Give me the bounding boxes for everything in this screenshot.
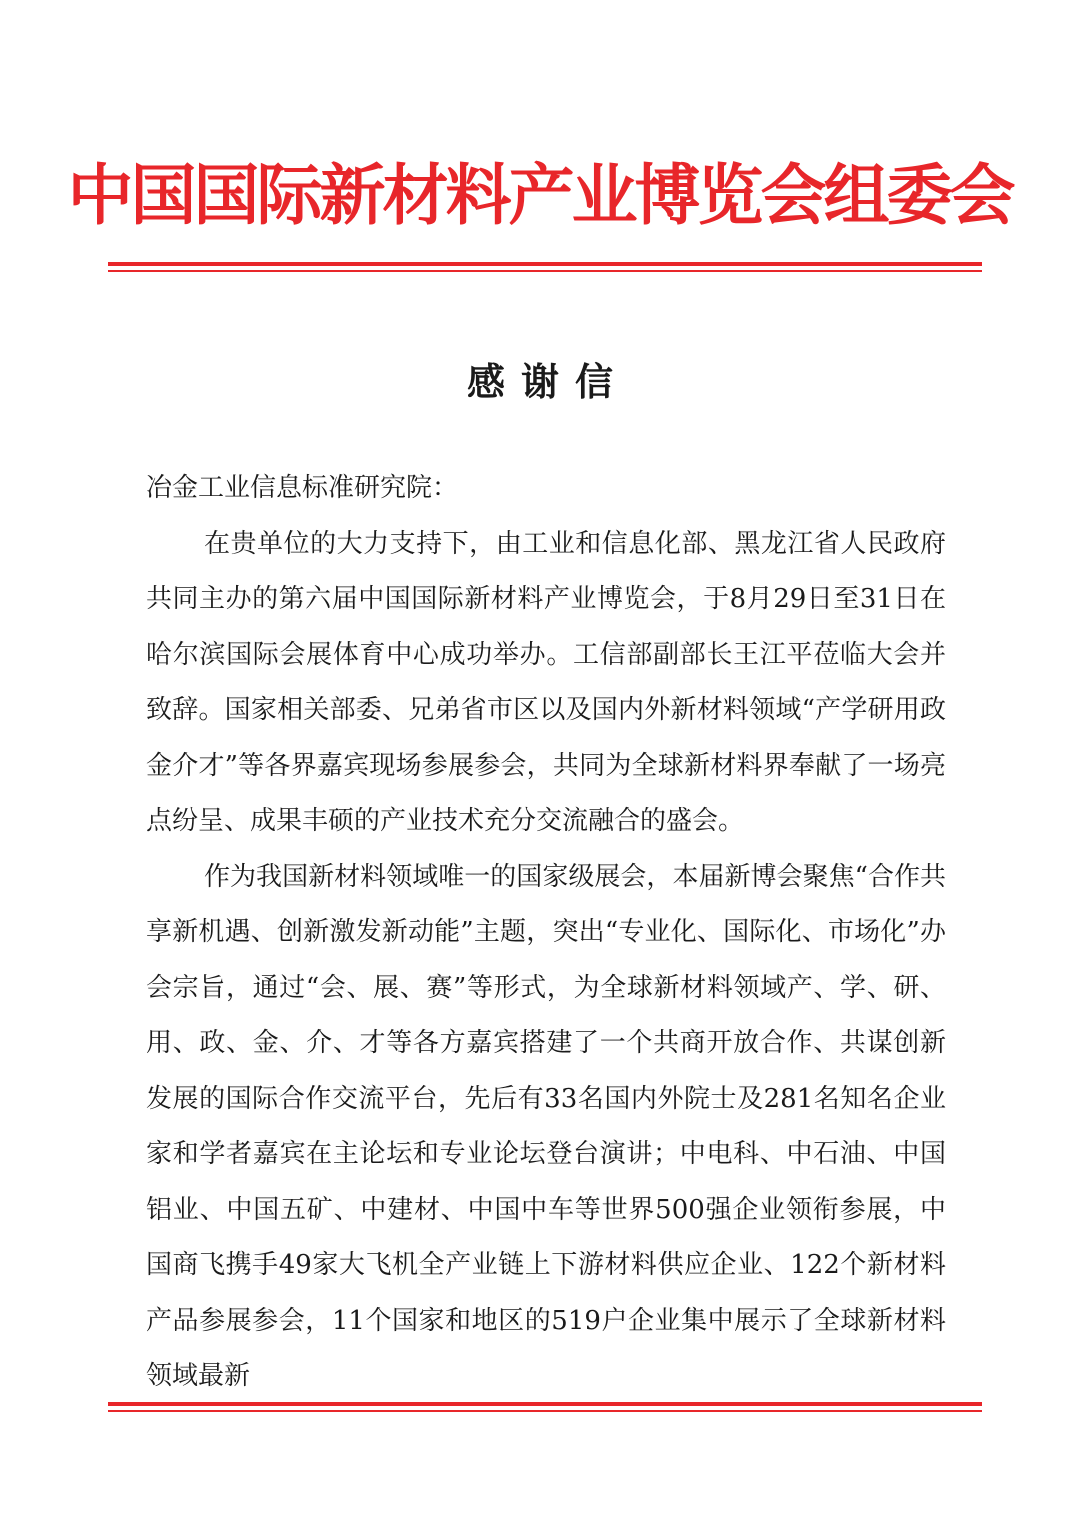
letter-salutation: 冶金工业信息标准研究院： (146, 473, 459, 503)
letterhead-organization: 中国国际新材料产业博览会组委会 (67, 156, 1013, 234)
letter-title: 感谢信 (466, 360, 629, 404)
divider-thin-line (108, 270, 982, 272)
divider-thin-line (108, 1410, 982, 1412)
letterhead-divider (108, 262, 982, 272)
letter-paragraph: 作为我国新材料领域唯一的国家级展会，本届新博会聚焦“合作共享新机遇、创新激发新动能”主题，突出“专业化、国际化、市场化”办会宗旨，通过“会、展、赛”等形式，为全球新材料领域产、学、研、用、政、金、介、才等各方嘉宾搭建了一个共商开放合作、共谋创新发展的国际合作交流平台，先后有33名国内外院士及281名知名企业家和学者嘉宾在主论坛和专业论坛登台演讲；中电科、中石油、中国铝业、中国五矿、中建材、中国中车等世界500强企业领衔参展，中国商飞携手49家大飞机全产业链上下游材料供应企业、122个新材料产品参展参会，11个国家和地区的519户企业集中展示了全球新材料领域最新 (146, 861, 946, 1391)
letter-paragraph: 在贵单位的大力支持下，由工业和信息化部、黑龙江省人民政府共同主办的第六届中国国际新材料产业博览会，于8月29日至31日在哈尔滨国际会展体育中心成功举办。工信部副部长王江平莅临大会并致辞。国家相关部委、兄弟省市区以及国内外新材料领域“产学研用政金介才”等各界嘉宾现场参展参会，共同为全球新材料界奉献了一场亮点纷呈、成果丰硕的产业技术充分交流融合的盛会。 (146, 528, 946, 836)
letter-body (146, 461, 946, 1405)
footer-divider (108, 1402, 982, 1412)
